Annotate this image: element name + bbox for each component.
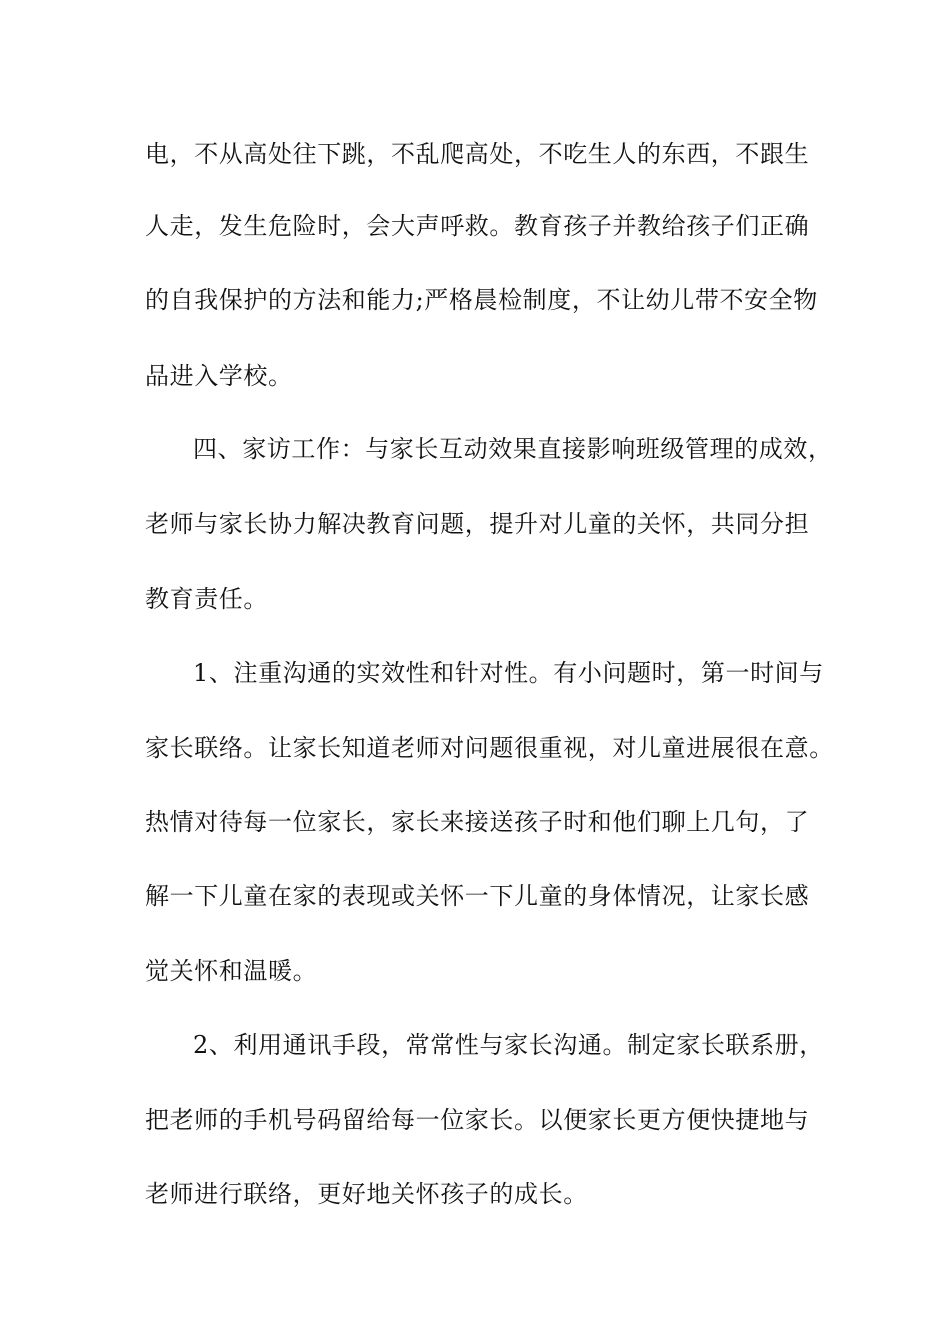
paragraph-line: 人走，发生危险时，会大声呼救。教育孩子并教给孩子们正确 (145, 212, 810, 240)
paragraph-line: 教育责任。 (145, 585, 268, 613)
paragraph-line: 老师进行联络，更好地关怀孩子的成长。 (145, 1180, 588, 1208)
paragraph-line: 把老师的手机号码留给每一位家长。以便家长更方便快捷地与 (145, 1106, 810, 1134)
paragraph-line: 觉关怀和温暖。 (145, 957, 318, 985)
section-heading-line: 四、家访工作：与家长互动效果直接影响班级管理的成效， (193, 435, 833, 463)
list-item-line: 1、注重沟通的实效性和针对性。有小问题时，第一时间与 (193, 659, 824, 687)
paragraph-line: 解一下儿童在家的表现或关怀一下儿童的身体情况，让家长感 (145, 882, 810, 910)
paragraph-line: 热情对待每一位家长，家长来接送孩子时和他们聊上几句，了 (145, 808, 810, 836)
paragraph-line: 家长联络。让家长知道老师对问题很重视，对儿童进展很在意。 (145, 734, 834, 762)
paragraph-line: 老师与家长协力解决教育问题，提升对儿童的关怀，共同分担 (145, 510, 810, 538)
paragraph-line: 的自我保护的方法和能力;严格晨检制度，不让幼儿带不安全物 (145, 286, 818, 314)
paragraph-line: 品进入学校。 (145, 362, 293, 390)
list-item-line: 2、利用通讯手段，常常性与家长沟通。制定家长联系册， (193, 1031, 824, 1059)
paragraph-line: 电，不从高处往下跳，不乱爬高处，不吃生人的东西，不跟生 (145, 140, 810, 168)
